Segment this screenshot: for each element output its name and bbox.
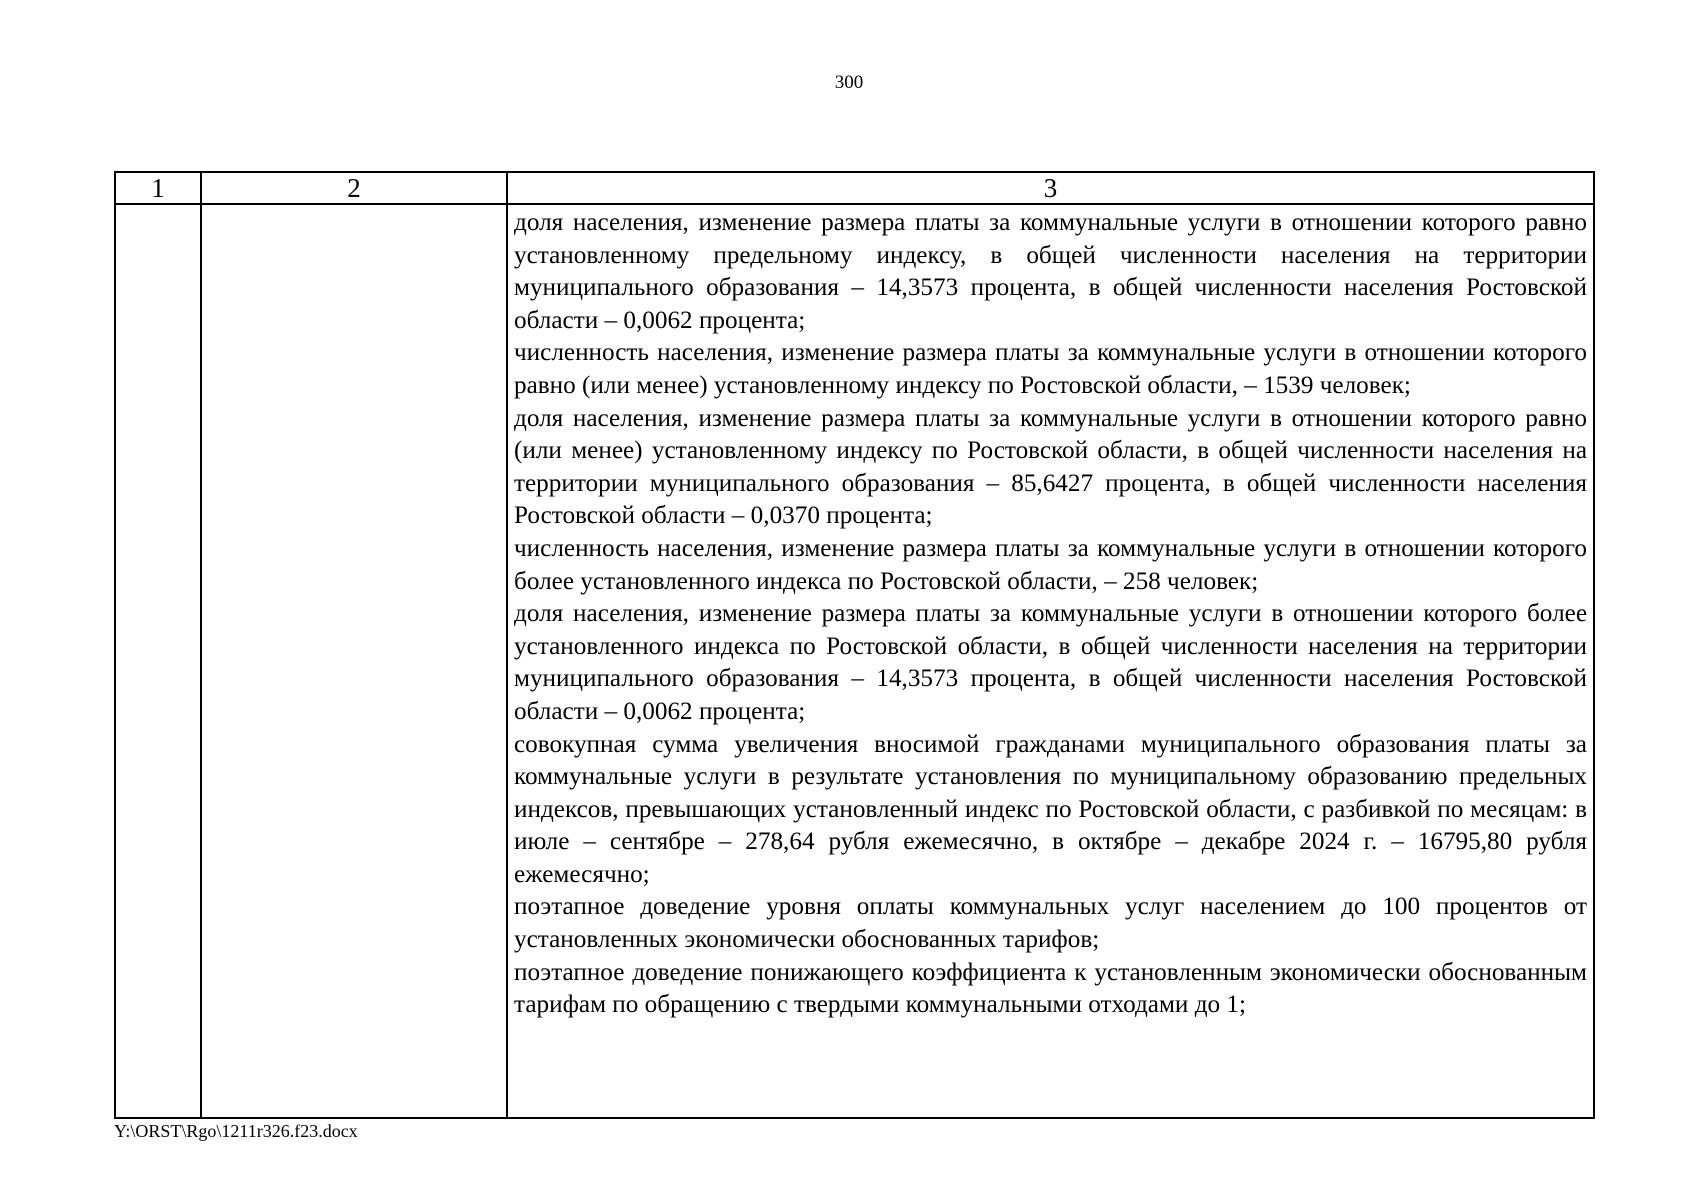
cell-column-3	[507, 204, 1594, 1118]
document-table	[114, 171, 1595, 1119]
paragraph-total-increase-sum: совокупная сумма увеличения вносимой гражданами муниципального образования платы за коммунальные услуги в результате установления по муниципальному образованию предельных индексов, превышающих установленный индекс по Ростовской области, с разбивкой по месяцам: в июле – сентябре – 278,64 рубля ежемесячно, в октябре – декабре 2024 г. – 16795,80 рубля ежемесячно;	[514, 730, 1587, 888]
paragraph-utility-payment-phasing: поэтапное доведение уровня оплаты коммунальных услуг населением до 100 процентов от установленных экономически обоснованных тарифов;	[514, 893, 1587, 954]
column-header-1: 1	[115, 172, 201, 204]
paragraph-waste-coefficient-phasing: поэтапное доведение понижающего коэффициента к установленным экономически обоснованным тарифам по обращению с твердыми коммунальными отходами до 1;	[514, 958, 1587, 1019]
paragraph-share-above-index: доля населения, изменение размера платы за коммунальные услуги в отношении которого более установленного индекса по Ростовской области, в общей численности населения на территории муниципального образования – 14,3573 процента, в общей численности населения Ростовской области – 0,0062 процента;	[514, 600, 1587, 725]
page-number: 300	[834, 72, 864, 93]
paragraph-share-equal-or-less-index: доля населения, изменение размера платы за коммунальные услуги в отношении которого равно (или менее) установленному индексу по Ростовской области, в общей численности населения на территории муниципального образования – 85,6427 процента, в общей численности населения Ростовской области – 0,0370 процента;	[514, 404, 1587, 530]
paragraph-count-above-index: численность населения, изменение размера платы за коммунальные услуги в отношении которого более установленного индекса по Ростовской области, – 258 человек;	[514, 534, 1587, 595]
paragraph-share-equal-limit-index: доля населения, изменение размера платы за коммунальные услуги в отношении которого равно установленному предельному индексу, в общей численности населения на территории муниципального образования – 14,3573 процента, в общей численности населения Ростовской области – 0,0062 процента;	[514, 209, 1587, 334]
column-header-2: 2	[201, 172, 507, 204]
footer-file-path: Y:\ORST\Rgo\1211r326.f23.docx	[114, 1121, 358, 1141]
paragraph-count-equal-or-less-index: численность населения, изменение размера платы за коммунальные услуги в отношении которого равно (или менее) установленному индексу по Ростовской области, – 1539 человек;	[514, 339, 1587, 399]
table-row	[115, 204, 1594, 1118]
cell-column-1	[115, 204, 201, 1118]
column-header-3: 3	[507, 172, 1594, 204]
cell-column-2	[201, 204, 507, 1118]
table-header-row	[115, 172, 1594, 204]
